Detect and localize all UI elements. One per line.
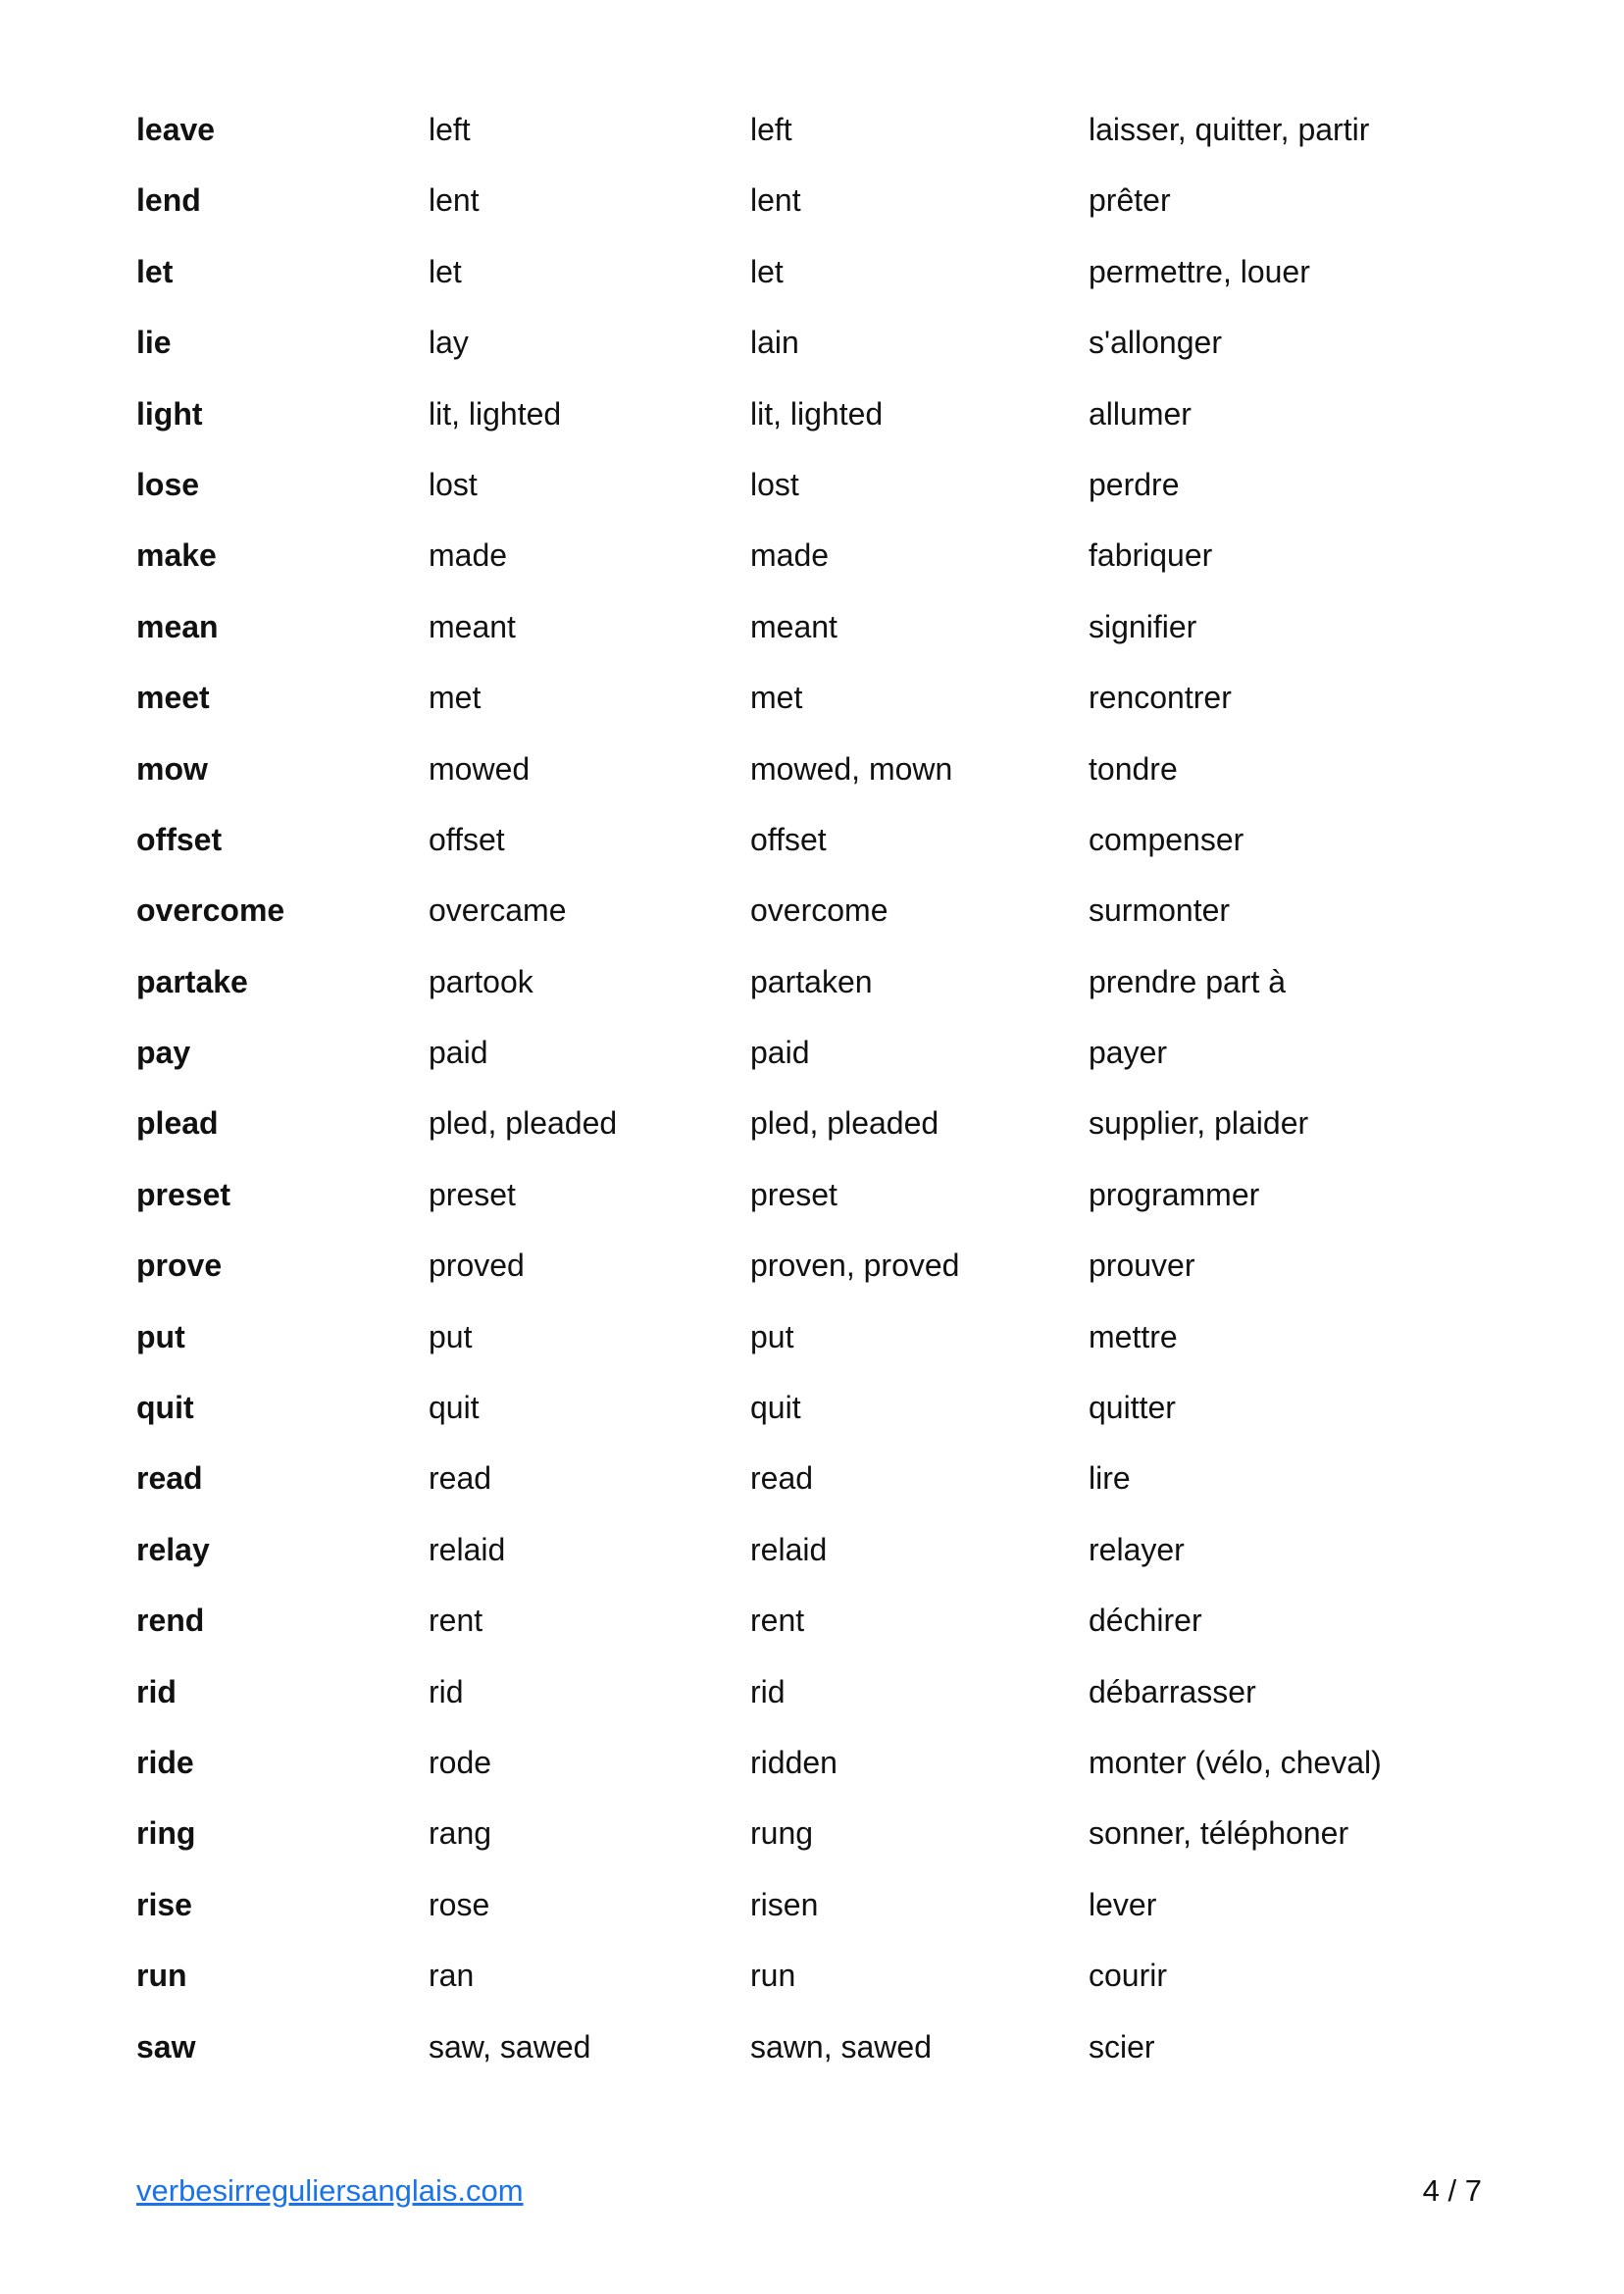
verb-translation: permettre, louer xyxy=(1089,253,1310,289)
verb-past-participle: lost xyxy=(750,466,799,502)
verb-row xyxy=(136,1948,1509,2018)
verb-translation: allumer xyxy=(1089,395,1192,432)
verb-base-form: let xyxy=(136,253,174,289)
verb-past-participle: ridden xyxy=(750,1744,837,1780)
verb-base-form: rid xyxy=(136,1673,177,1709)
verb-base-form: rise xyxy=(136,1886,192,1922)
verb-row xyxy=(136,1380,1509,1451)
verb-past-simple: lent xyxy=(429,182,480,219)
verb-translation: s'allonger xyxy=(1089,325,1222,361)
verb-base-form: make xyxy=(136,537,217,574)
verb-base-form: ride xyxy=(136,1744,194,1780)
verb-past-simple: rode xyxy=(429,1744,492,1780)
verb-row xyxy=(136,1167,1509,1238)
verb-base-form: pay xyxy=(136,1035,191,1071)
verb-past-participle: made xyxy=(750,537,830,574)
verb-translation: fabriquer xyxy=(1089,537,1213,574)
verb-row xyxy=(136,1806,1509,1876)
verb-row xyxy=(136,244,1509,315)
verb-row xyxy=(136,1451,1509,1521)
verb-past-participle: risen xyxy=(750,1886,819,1922)
verb-translation: déchirer xyxy=(1089,1603,1202,1639)
verb-row xyxy=(136,1309,1509,1380)
verb-past-participle: preset xyxy=(750,1176,837,1212)
verb-past-participle: left xyxy=(750,112,792,147)
verb-row xyxy=(136,1238,1509,1308)
verb-past-simple: lay xyxy=(429,325,469,361)
verb-base-form: partake xyxy=(136,963,248,999)
verb-base-form: rend xyxy=(136,1603,205,1639)
verb-translation: tondre xyxy=(1089,750,1178,787)
verb-row xyxy=(136,1025,1509,1096)
verb-row xyxy=(136,1877,1509,1948)
verb-row xyxy=(136,599,1509,670)
verb-past-participle: proven, proved xyxy=(750,1248,960,1284)
verb-row xyxy=(136,173,1509,243)
verb-row xyxy=(136,2019,1509,2090)
verb-base-form: mow xyxy=(136,750,208,787)
verb-past-participle: relaid xyxy=(750,1531,828,1567)
verb-past-participle: let xyxy=(750,253,784,289)
verb-translation: lire xyxy=(1089,1460,1131,1497)
verb-past-simple: proved xyxy=(429,1248,525,1284)
verb-translation: programmer xyxy=(1089,1176,1260,1212)
verb-translation: courir xyxy=(1089,1958,1168,1994)
verb-base-form: preset xyxy=(136,1176,231,1212)
verb-past-participle: rung xyxy=(750,1815,814,1852)
verb-past-simple: mowed xyxy=(429,750,531,787)
verb-past-participle: partaken xyxy=(750,963,873,999)
verb-past-participle: quit xyxy=(750,1390,801,1426)
verb-base-form: run xyxy=(136,1958,187,1994)
verb-past-participle: mowed, mown xyxy=(750,750,953,787)
verb-past-participle: rent xyxy=(750,1603,805,1639)
verb-past-simple: rang xyxy=(429,1815,492,1852)
verb-past-participle: rid xyxy=(750,1673,786,1709)
verb-row xyxy=(136,102,1509,173)
verb-past-participle: lent xyxy=(750,182,801,219)
verb-row xyxy=(136,315,1509,385)
verb-translation: prouver xyxy=(1089,1248,1195,1284)
verb-base-form: offset xyxy=(136,821,223,857)
verb-base-form: quit xyxy=(136,1390,194,1426)
verb-past-participle: put xyxy=(750,1318,794,1354)
verb-past-participle: paid xyxy=(750,1035,810,1071)
verb-past-simple: let xyxy=(429,253,462,289)
verb-base-form: read xyxy=(136,1460,203,1497)
verb-translation: signifier xyxy=(1089,608,1197,644)
verb-past-simple: rent xyxy=(429,1603,483,1639)
verb-translation: sonner, téléphoner xyxy=(1089,1815,1349,1852)
verb-translation: prêter xyxy=(1089,182,1171,219)
verb-base-form: light xyxy=(136,395,203,432)
verb-translation: supplier, plaider xyxy=(1089,1105,1309,1142)
verb-past-participle: run xyxy=(750,1958,796,1994)
verb-past-simple: saw, sawed xyxy=(429,2028,591,2065)
verb-past-simple: lit, lighted xyxy=(429,395,562,432)
verb-past-participle: lit, lighted xyxy=(750,395,884,432)
verb-base-form: mean xyxy=(136,608,219,644)
verb-translation: surmonter xyxy=(1089,892,1231,929)
verb-past-participle: overcome xyxy=(750,892,888,929)
verb-row xyxy=(136,883,1509,953)
verb-table xyxy=(136,102,1509,2090)
verb-past-simple: made xyxy=(429,537,508,574)
verb-past-participle: lain xyxy=(750,325,799,361)
verb-translation: relayer xyxy=(1089,1531,1185,1567)
verb-past-simple: offset xyxy=(429,821,505,857)
verb-past-simple: meant xyxy=(429,608,516,644)
verb-row xyxy=(136,1522,1509,1593)
verb-base-form: leave xyxy=(136,112,216,147)
verb-past-simple: rose xyxy=(429,1886,490,1922)
verb-past-simple: ran xyxy=(429,1958,475,1994)
verb-translation: débarrasser xyxy=(1089,1673,1256,1709)
verb-past-simple: overcame xyxy=(429,892,567,929)
verb-past-simple: quit xyxy=(429,1390,480,1426)
verb-base-form: lie xyxy=(136,325,172,361)
verb-past-simple: relaid xyxy=(429,1531,506,1567)
verb-past-participle: offset xyxy=(750,821,827,857)
verb-past-simple: left xyxy=(429,112,471,147)
verb-past-simple: preset xyxy=(429,1176,516,1212)
verb-row xyxy=(136,386,1509,457)
verb-base-form: lend xyxy=(136,182,201,219)
verb-translation: prendre part à xyxy=(1089,963,1287,999)
verb-translation: perdre xyxy=(1089,466,1180,502)
verb-row xyxy=(136,457,1509,528)
verb-translation: payer xyxy=(1089,1035,1168,1071)
verb-base-form: plead xyxy=(136,1105,219,1142)
verb-past-simple: rid xyxy=(429,1673,464,1709)
verb-base-form: lose xyxy=(136,466,200,502)
verb-past-participle: pled, pleaded xyxy=(750,1105,939,1142)
verb-base-form: overcome xyxy=(136,892,285,929)
page-number: 4 / 7 xyxy=(1422,2173,1482,2208)
verb-translation: quitter xyxy=(1089,1390,1176,1426)
verb-base-form: put xyxy=(136,1318,185,1354)
verb-base-form: meet xyxy=(136,680,210,716)
verb-past-simple: pled, pleaded xyxy=(429,1105,618,1142)
verb-past-participle: sawn, sawed xyxy=(750,2028,932,2065)
verb-base-form: prove xyxy=(136,1248,223,1284)
verb-row xyxy=(136,670,1509,740)
verb-row xyxy=(136,528,1509,598)
verb-past-simple: lost xyxy=(429,466,478,502)
verb-row xyxy=(136,812,1509,883)
verb-past-participle: read xyxy=(750,1460,814,1497)
verb-row xyxy=(136,1735,1509,1806)
verb-translation: lever xyxy=(1089,1886,1157,1922)
verb-translation: scier xyxy=(1089,2028,1155,2065)
verb-row xyxy=(136,741,1509,812)
verb-past-simple: paid xyxy=(429,1035,488,1071)
verb-base-form: ring xyxy=(136,1815,196,1852)
verb-past-simple: put xyxy=(429,1318,473,1354)
verb-row xyxy=(136,954,1509,1025)
verb-past-participle: meant xyxy=(750,608,837,644)
verb-past-simple: read xyxy=(429,1460,492,1497)
footer-website-link[interactable]: verbesirreguliersanglais.com xyxy=(136,2173,524,2208)
verb-past-participle: met xyxy=(750,680,803,716)
verb-row xyxy=(136,1593,1509,1663)
verb-row xyxy=(136,1096,1509,1166)
verb-base-form: relay xyxy=(136,1531,210,1567)
verb-past-simple: met xyxy=(429,680,482,716)
verb-past-simple: partook xyxy=(429,963,533,999)
verb-translation: monter (vélo, cheval) xyxy=(1089,1744,1382,1780)
verb-translation: mettre xyxy=(1089,1318,1178,1354)
verb-translation: compenser xyxy=(1089,821,1244,857)
verb-translation: laisser, quitter, partir xyxy=(1089,112,1370,147)
verb-base-form: saw xyxy=(136,2028,196,2065)
verb-row xyxy=(136,1664,1509,1735)
verb-translation: rencontrer xyxy=(1089,680,1232,716)
